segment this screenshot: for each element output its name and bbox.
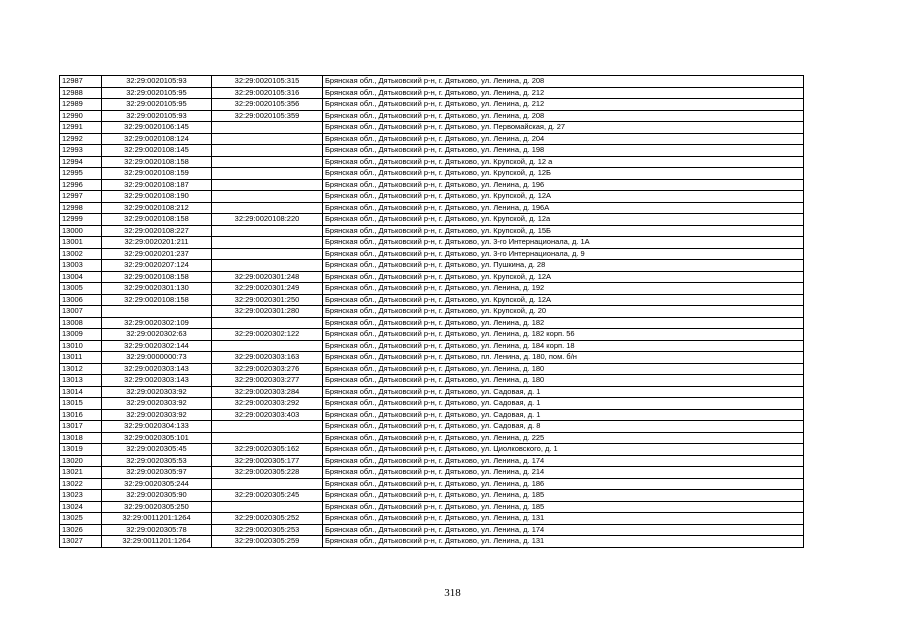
address-cell: Брянская обл., Дятьковский р-н, г. Дятьково, ул. Ленина, д. 196А — [323, 202, 804, 214]
row-number-cell: 13011 — [60, 352, 102, 364]
cadastral-number-cell: 32:29:0020303:92 — [102, 386, 212, 398]
related-cadastral-number-cell: 32:29:0020302:122 — [212, 329, 323, 341]
table-row — [60, 421, 804, 433]
related-cadastral-number-cell — [212, 191, 323, 203]
table-row — [60, 248, 804, 260]
cadastral-number-cell: 32:29:0020108:145 — [102, 145, 212, 157]
cadastral-number-cell: 32:29:0020201:237 — [102, 248, 212, 260]
related-cadastral-number-cell — [212, 202, 323, 214]
table-row — [60, 432, 804, 444]
address-cell: Брянская обл., Дятьковский р-н, г. Дятьково, ул. Ленина, д. 225 — [323, 432, 804, 444]
related-cadastral-number-cell — [212, 179, 323, 191]
table-row — [60, 145, 804, 157]
address-cell: Брянская обл., Дятьковский р-н, г. Дятьково, ул. Садовая, д. 8 — [323, 421, 804, 433]
related-cadastral-number-cell: 32:29:0020105:315 — [212, 76, 323, 88]
row-number-cell: 13014 — [60, 386, 102, 398]
table-row — [60, 260, 804, 272]
address-cell: Брянская обл., Дятьковский р-н, г. Дятьково, ул. Садовая, д. 1 — [323, 409, 804, 421]
related-cadastral-number-cell: 32:29:0020305:162 — [212, 444, 323, 456]
table-row — [60, 168, 804, 180]
cadastral-number-cell: 32:29:0020108:158 — [102, 271, 212, 283]
row-number-cell: 12989 — [60, 99, 102, 111]
cadastral-number-cell: 32:29:0020305:97 — [102, 467, 212, 479]
address-cell: Брянская обл., Дятьковский р-н, г. Дятьково, ул. Ленина, д. 182 корп. 56 — [323, 329, 804, 341]
row-number-cell: 12992 — [60, 133, 102, 145]
related-cadastral-number-cell: 32:29:0020301:280 — [212, 306, 323, 318]
row-number-cell: 12999 — [60, 214, 102, 226]
table-row — [60, 536, 804, 548]
address-cell: Брянская обл., Дятьковский р-н, г. Дятьково, ул. Ленина, д. 185 — [323, 501, 804, 513]
table-row — [60, 409, 804, 421]
table-row — [60, 294, 804, 306]
cadastral-number-cell: 32:29:0020302:63 — [102, 329, 212, 341]
address-cell: Брянская обл., Дятьковский р-н, г. Дятьково, ул. Ленина, д. 131 — [323, 513, 804, 525]
row-number-cell: 13017 — [60, 421, 102, 433]
address-cell: Брянская обл., Дятьковский р-н, г. Дятьково, ул. Ленина, д. 131 — [323, 536, 804, 548]
cadastral-number-cell: 32:29:0020108:187 — [102, 179, 212, 191]
related-cadastral-number-cell — [212, 421, 323, 433]
row-number-cell: 12995 — [60, 168, 102, 180]
row-number-cell: 13021 — [60, 467, 102, 479]
related-cadastral-number-cell: 32:29:0020303:163 — [212, 352, 323, 364]
table-row — [60, 329, 804, 341]
related-cadastral-number-cell: 32:29:0020303:277 — [212, 375, 323, 387]
address-cell: Брянская обл., Дятьковский р-н, г. Дятьково, ул. Ленина, д. 212 — [323, 99, 804, 111]
table-row — [60, 513, 804, 525]
address-cell: Брянская обл., Дятьковский р-н, г. Дятьково, ул. Ленина, д. 186 — [323, 478, 804, 490]
table-row — [60, 87, 804, 99]
table-row — [60, 352, 804, 364]
address-cell: Брянская обл., Дятьковский р-н, г. Дятьково, ул. Ленина, д. 198 — [323, 145, 804, 157]
table-row — [60, 156, 804, 168]
related-cadastral-number-cell — [212, 237, 323, 249]
row-number-cell: 13006 — [60, 294, 102, 306]
related-cadastral-number-cell: 32:29:0020303:403 — [212, 409, 323, 421]
table-row — [60, 306, 804, 318]
table-row — [60, 398, 804, 410]
cadastral-number-cell: 32:29:0020303:92 — [102, 398, 212, 410]
table-row — [60, 386, 804, 398]
address-cell: Брянская обл., Дятьковский р-н, г. Дятьково, ул. Ленина, д. 180 — [323, 375, 804, 387]
address-cell: Брянская обл., Дятьковский р-н, г. Дятьково, ул. Ленина, д. 214 — [323, 467, 804, 479]
row-number-cell: 13008 — [60, 317, 102, 329]
row-number-cell: 13026 — [60, 524, 102, 536]
related-cadastral-number-cell — [212, 317, 323, 329]
address-cell: Брянская обл., Дятьковский р-н, г. Дятьково, ул. Крупской, д. 12Б — [323, 168, 804, 180]
row-number-cell: 13027 — [60, 536, 102, 548]
cadastral-number-cell: 32:29:0020305:250 — [102, 501, 212, 513]
related-cadastral-number-cell — [212, 133, 323, 145]
table-row — [60, 317, 804, 329]
row-number-cell: 12991 — [60, 122, 102, 134]
address-cell: Брянская обл., Дятьковский р-н, г. Дятьково, ул. Ленина, д. 174 — [323, 524, 804, 536]
related-cadastral-number-cell — [212, 248, 323, 260]
related-cadastral-number-cell: 32:29:0020303:284 — [212, 386, 323, 398]
cadastral-number-cell: 32:29:0020108:158 — [102, 156, 212, 168]
row-number-cell: 13024 — [60, 501, 102, 513]
address-cell: Брянская обл., Дятьковский р-н, г. Дятьково, ул. Крупской, д. 12 а — [323, 156, 804, 168]
related-cadastral-number-cell: 32:29:0020105:356 — [212, 99, 323, 111]
registry-table — [59, 75, 804, 548]
registry-table-body — [60, 76, 804, 548]
cadastral-number-cell: 32:29:0020302:109 — [102, 317, 212, 329]
page-number: 318 — [444, 587, 461, 599]
row-number-cell: 13023 — [60, 490, 102, 502]
related-cadastral-number-cell — [212, 145, 323, 157]
row-number-cell: 13012 — [60, 363, 102, 375]
cadastral-number-cell: 32:29:0020305:45 — [102, 444, 212, 456]
cadastral-number-cell — [102, 306, 212, 318]
cadastral-number-cell: 32:29:0020108:158 — [102, 214, 212, 226]
row-number-cell: 12993 — [60, 145, 102, 157]
cadastral-number-cell: 32:29:0020108:159 — [102, 168, 212, 180]
cadastral-number-cell: 32:29:0020108:190 — [102, 191, 212, 203]
address-cell: Брянская обл., Дятьковский р-н, г. Дятьково, ул. Ленина, д. 196 — [323, 179, 804, 191]
cadastral-number-cell: 32:29:0020303:143 — [102, 363, 212, 375]
cadastral-number-cell: 32:29:0020105:93 — [102, 76, 212, 88]
address-cell: Брянская обл., Дятьковский р-н, г. Дятьково, ул. Крупской, д. 12а — [323, 214, 804, 226]
row-number-cell: 12996 — [60, 179, 102, 191]
table-row — [60, 340, 804, 352]
row-number-cell: 13009 — [60, 329, 102, 341]
table-row — [60, 133, 804, 145]
cadastral-number-cell: 32:29:0020105:95 — [102, 87, 212, 99]
related-cadastral-number-cell: 32:29:0020108:220 — [212, 214, 323, 226]
cadastral-number-cell: 32:29:0020303:92 — [102, 409, 212, 421]
cadastral-number-cell: 32:29:0020108:158 — [102, 294, 212, 306]
related-cadastral-number-cell — [212, 478, 323, 490]
address-cell: Брянская обл., Дятьковский р-н, г. Дятьково, ул. Садовая, д. 1 — [323, 386, 804, 398]
address-cell: Брянская обл., Дятьковский р-н, г. Дятьково, ул. Ленина, д. 212 — [323, 87, 804, 99]
table-row — [60, 455, 804, 467]
address-cell: Брянская обл., Дятьковский р-н, г. Дятьково, ул. Ленина, д. 184 корп. 18 — [323, 340, 804, 352]
related-cadastral-number-cell: 32:29:0020301:249 — [212, 283, 323, 295]
related-cadastral-number-cell — [212, 501, 323, 513]
row-number-cell: 12997 — [60, 191, 102, 203]
cadastral-number-cell: 32:29:0000000:73 — [102, 352, 212, 364]
related-cadastral-number-cell: 32:29:0020301:248 — [212, 271, 323, 283]
cadastral-number-cell: 32:29:0020305:53 — [102, 455, 212, 467]
row-number-cell: 13000 — [60, 225, 102, 237]
row-number-cell: 13013 — [60, 375, 102, 387]
address-cell: Брянская обл., Дятьковский р-н, г. Дятьково, ул. Пушкина, д. 28 — [323, 260, 804, 272]
row-number-cell: 12994 — [60, 156, 102, 168]
cadastral-number-cell: 32:29:0011201:1264 — [102, 536, 212, 548]
address-cell: Брянская обл., Дятьковский р-н, г. Дятьково, ул. Ленина, д. 180 — [323, 363, 804, 375]
table-row — [60, 110, 804, 122]
cadastral-number-cell: 32:29:0020302:144 — [102, 340, 212, 352]
row-number-cell: 13007 — [60, 306, 102, 318]
table-row — [60, 99, 804, 111]
cadastral-number-cell: 32:29:0020108:227 — [102, 225, 212, 237]
cadastral-number-cell: 32:29:0020108:124 — [102, 133, 212, 145]
row-number-cell: 12988 — [60, 87, 102, 99]
table-row — [60, 237, 804, 249]
address-cell: Брянская обл., Дятьковский р-н, г. Дятьково, ул. Ленина, д. 182 — [323, 317, 804, 329]
table-row — [60, 202, 804, 214]
table-row — [60, 375, 804, 387]
address-cell: Брянская обл., Дятьковский р-н, г. Дятьково, ул. Крупской, д. 12А — [323, 271, 804, 283]
table-row — [60, 478, 804, 490]
related-cadastral-number-cell: 32:29:0020305:259 — [212, 536, 323, 548]
related-cadastral-number-cell: 32:29:0020305:228 — [212, 467, 323, 479]
cadastral-number-cell: 32:29:0020305:90 — [102, 490, 212, 502]
cadastral-number-cell: 32:29:0020301:130 — [102, 283, 212, 295]
table-row — [60, 271, 804, 283]
row-number-cell: 13020 — [60, 455, 102, 467]
address-cell: Брянская обл., Дятьковский р-н, г. Дятьково, ул. Первомайская, д. 27 — [323, 122, 804, 134]
row-number-cell: 13025 — [60, 513, 102, 525]
related-cadastral-number-cell: 32:29:0020305:177 — [212, 455, 323, 467]
related-cadastral-number-cell — [212, 432, 323, 444]
cadastral-number-cell: 32:29:0020305:101 — [102, 432, 212, 444]
table-row — [60, 76, 804, 88]
table-row — [60, 122, 804, 134]
related-cadastral-number-cell: 32:29:0020105:359 — [212, 110, 323, 122]
related-cadastral-number-cell: 32:29:0020105:316 — [212, 87, 323, 99]
table-row — [60, 283, 804, 295]
row-number-cell: 13018 — [60, 432, 102, 444]
cadastral-number-cell: 32:29:0020105:95 — [102, 99, 212, 111]
cadastral-number-cell: 32:29:0020108:212 — [102, 202, 212, 214]
address-cell: Брянская обл., Дятьковский р-н, г. Дятьково, ул. Садовая, д. 1 — [323, 398, 804, 410]
row-number-cell: 13002 — [60, 248, 102, 260]
row-number-cell: 13003 — [60, 260, 102, 272]
address-cell: Брянская обл., Дятьковский р-н, г. Дятьково, ул. Ленина, д. 174 — [323, 455, 804, 467]
related-cadastral-number-cell — [212, 156, 323, 168]
address-cell: Брянская обл., Дятьковский р-н, г. Дятьково, ул. Ленина, д. 192 — [323, 283, 804, 295]
related-cadastral-number-cell — [212, 340, 323, 352]
related-cadastral-number-cell: 32:29:0020303:276 — [212, 363, 323, 375]
table-row — [60, 191, 804, 203]
address-cell: Брянская обл., Дятьковский р-н, г. Дятьково, ул. 3-го Интернационала, д. 1А — [323, 237, 804, 249]
row-number-cell: 13019 — [60, 444, 102, 456]
cadastral-number-cell: 32:29:0011201:1264 — [102, 513, 212, 525]
row-number-cell: 13022 — [60, 478, 102, 490]
table-row — [60, 444, 804, 456]
cadastral-number-cell: 32:29:0020303:143 — [102, 375, 212, 387]
related-cadastral-number-cell: 32:29:0020305:245 — [212, 490, 323, 502]
cadastral-number-cell: 32:29:0020201:211 — [102, 237, 212, 249]
cadastral-number-cell: 32:29:0020305:78 — [102, 524, 212, 536]
table-row — [60, 225, 804, 237]
table-row — [60, 179, 804, 191]
row-number-cell: 13001 — [60, 237, 102, 249]
table-row — [60, 214, 804, 226]
related-cadastral-number-cell — [212, 168, 323, 180]
address-cell: Брянская обл., Дятьковский р-н, г. Дятьково, ул. Ленина, д. 208 — [323, 76, 804, 88]
table-row — [60, 467, 804, 479]
address-cell: Брянская обл., Дятьковский р-н, г. Дятьково, ул. Циолковского, д. 1 — [323, 444, 804, 456]
row-number-cell: 12998 — [60, 202, 102, 214]
cadastral-number-cell: 32:29:0020304:133 — [102, 421, 212, 433]
row-number-cell: 13015 — [60, 398, 102, 410]
row-number-cell: 12987 — [60, 76, 102, 88]
table-row — [60, 501, 804, 513]
cadastral-number-cell: 32:29:0020106:145 — [102, 122, 212, 134]
related-cadastral-number-cell: 32:29:0020303:292 — [212, 398, 323, 410]
address-cell: Брянская обл., Дятьковский р-н, г. Дятьково, ул. Крупской, д. 12А — [323, 191, 804, 203]
cadastral-number-cell: 32:29:0020305:244 — [102, 478, 212, 490]
cadastral-number-cell: 32:29:0020207:124 — [102, 260, 212, 272]
row-number-cell: 13016 — [60, 409, 102, 421]
related-cadastral-number-cell — [212, 260, 323, 272]
address-cell: Брянская обл., Дятьковский р-н, г. Дятьково, ул. Ленина, д. 204 — [323, 133, 804, 145]
address-cell: Брянская обл., Дятьковский р-н, г. Дятьково, ул. Крупской, д. 20 — [323, 306, 804, 318]
address-cell: Брянская обл., Дятьковский р-н, г. Дятьково, ул. Крупской, д. 12А — [323, 294, 804, 306]
address-cell: Брянская обл., Дятьковский р-н, г. Дятьково, ул. Ленина, д. 185 — [323, 490, 804, 502]
table-row — [60, 490, 804, 502]
related-cadastral-number-cell: 32:29:0020305:252 — [212, 513, 323, 525]
cadastral-number-cell: 32:29:0020105:93 — [102, 110, 212, 122]
address-cell: Брянская обл., Дятьковский р-н, г. Дятьково, ул. Ленина, д. 208 — [323, 110, 804, 122]
related-cadastral-number-cell: 32:29:0020301:250 — [212, 294, 323, 306]
row-number-cell: 13004 — [60, 271, 102, 283]
row-number-cell: 13010 — [60, 340, 102, 352]
address-cell: Брянская обл., Дятьковский р-н, г. Дятьково, пл. Ленина, д. 180, пом. б/н — [323, 352, 804, 364]
address-cell: Брянская обл., Дятьковский р-н, г. Дятьково, ул. Крупской, д. 15Б — [323, 225, 804, 237]
table-row — [60, 363, 804, 375]
row-number-cell: 13005 — [60, 283, 102, 295]
related-cadastral-number-cell — [212, 122, 323, 134]
related-cadastral-number-cell — [212, 225, 323, 237]
address-cell: Брянская обл., Дятьковский р-н, г. Дятьково, ул. 3-го Интернационала, д. 9 — [323, 248, 804, 260]
table-row — [60, 524, 804, 536]
related-cadastral-number-cell: 32:29:0020305:253 — [212, 524, 323, 536]
row-number-cell: 12990 — [60, 110, 102, 122]
